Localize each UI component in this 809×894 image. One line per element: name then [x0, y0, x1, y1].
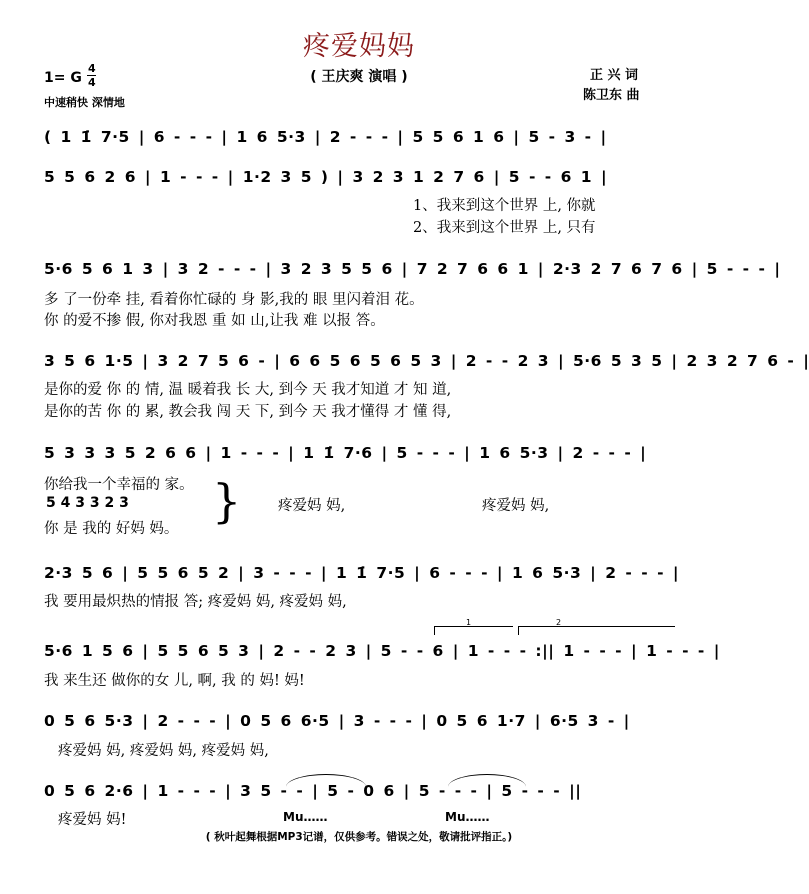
- lyric-verse-1: 是你的爱 你 的 情, 温 暖着我 长 大, 到今 天 我才知道 才 知 道,: [44, 382, 452, 398]
- composer-credit: 陈卫东 曲: [583, 88, 640, 103]
- score-system-1: [40, 128, 680, 156]
- lyric-verse-1: 我 要用最炽热的情报 答; 疼爱妈 妈, 疼爱妈 妈,: [44, 594, 347, 610]
- note-row: ( 1 1̇ 7·5 | 6 - - - | 1 6 5·3 | 2 - - - | 5 5 6 1 6 | 5 - 3 - |: [44, 128, 607, 146]
- transcription-note: ( 秋叶起舞根据MP3记谱，仅供参考。错误之处，敬请批评指正。): [205, 831, 513, 843]
- lyric-verse-2: 你 是 我的 好妈 妈。: [44, 521, 179, 537]
- volta-number-2: 2: [556, 618, 562, 627]
- score-system-7: [40, 642, 720, 670]
- note-row: 2·3 5 6 | 5 5 6 5 2 | 3 - - - | 1 1̇ 7·5 | 6 - - - | 1 6 5·3 | 2 - - - |: [44, 564, 680, 582]
- humming-label-2: Mu……: [445, 810, 490, 824]
- note-row: 0 5 6 2·6 | 1 - - - | 3 5 - - | 5 - 0 6 | 5 - - - | 5 - - - ||: [44, 782, 582, 800]
- note-row: 5·6 1 5 6 | 5 5 6 5 3 | 2 - - 2 3 | 5 - - 6 | 1 - - - :|| 1 - - - | 1 - - - |: [44, 642, 720, 660]
- key-signature: 1= G: [44, 70, 82, 86]
- lyricist-credit: 正 兴 词: [590, 68, 639, 83]
- refrain-lyric-2: 疼爱妈 妈,: [482, 498, 550, 514]
- lyric-verse-2: 2、我来到这个世界 上, 只有: [413, 220, 596, 236]
- singer-credit: ( 王庆爽 演唱 ): [310, 69, 408, 85]
- score-system-2: [40, 168, 680, 196]
- score-system-4: [40, 352, 809, 380]
- note-row: 0 5 6 5·3 | 2 - - - | 0 5 6 6·5 | 3 - - - | 0 5 6 1·7 | 6·5 3 - |: [44, 712, 630, 730]
- volta-number-1: 1: [466, 618, 472, 627]
- note-row: 5 5 6 2 6 | 1 - - - | 1·2 3 5 ) | 3 2 3 1 2 7 6 | 5 - - 6 1 |: [44, 168, 608, 186]
- lyric-verse-1: 你给我一个幸福的 家。: [44, 477, 194, 493]
- time-signature-top: 4: [88, 62, 96, 75]
- score-system-5: [40, 444, 680, 472]
- refrain-lyric-1: 疼爱妈 妈,: [278, 498, 346, 514]
- tempo-marking: 中速稍快 深情地: [44, 96, 125, 109]
- volta-bracket-1: [434, 626, 513, 635]
- score-system-6: [40, 564, 680, 592]
- score-system-8: [40, 712, 680, 740]
- lyric-verse-1: 疼爱妈 妈!: [58, 812, 127, 828]
- lyric-verse-1: 1、我来到这个世界 上, 你就: [413, 198, 596, 214]
- lyric-brace: }: [212, 474, 242, 528]
- time-signature-bottom: 4: [88, 76, 96, 89]
- song-title: 疼爱妈妈: [303, 31, 415, 62]
- humming-label-1: Mu……: [283, 810, 328, 824]
- score-system-9: [40, 782, 680, 810]
- note-row: 5 3 3 3 5 2 6 6 | 1 - - - | 1 1̇ 7·6 | 5 - - - | 1 6 5·3 | 2 - - - |: [44, 444, 647, 462]
- volta-bracket-2: [518, 626, 675, 635]
- note-row: 3 5 6 1·5 | 3 2 7 5 6 - | 6 6 5 6 5 6 5 3 | 2 - - 2 3 | 5·6 5 3 5 | 2 3 2 7 6 - |: [44, 352, 809, 370]
- lyric-verse-1: 疼爱妈 妈, 疼爱妈 妈, 疼爱妈 妈,: [58, 743, 269, 759]
- alternate-notes: 5 4 3 3 2 3: [46, 495, 129, 511]
- score-system-3: [40, 260, 781, 288]
- lyric-verse-2: 是你的苦 你 的 累, 教会我 闯 天 下, 到今 天 我才懂得 才 懂 得,: [44, 404, 452, 420]
- lyric-verse-1: 多 了一份牵 挂, 看着你忙碌的 身 影,我的 眼 里闪着泪 花。: [44, 292, 424, 308]
- note-row: 5·6 5 6 1 3 | 3 2 - - - | 3 2 3 5 5 6 | 7 2 7 6 6 1 | 2·3 2 7 6 7 6 | 5 - - - |: [44, 260, 781, 278]
- lyric-verse-2: 你 的爱不掺 假, 你对我恩 重 如 山,让我 难 以报 答。: [44, 313, 385, 329]
- lyric-verse-1: 我 来生还 做你的女 儿, 啊, 我 的 妈! 妈!: [44, 673, 305, 689]
